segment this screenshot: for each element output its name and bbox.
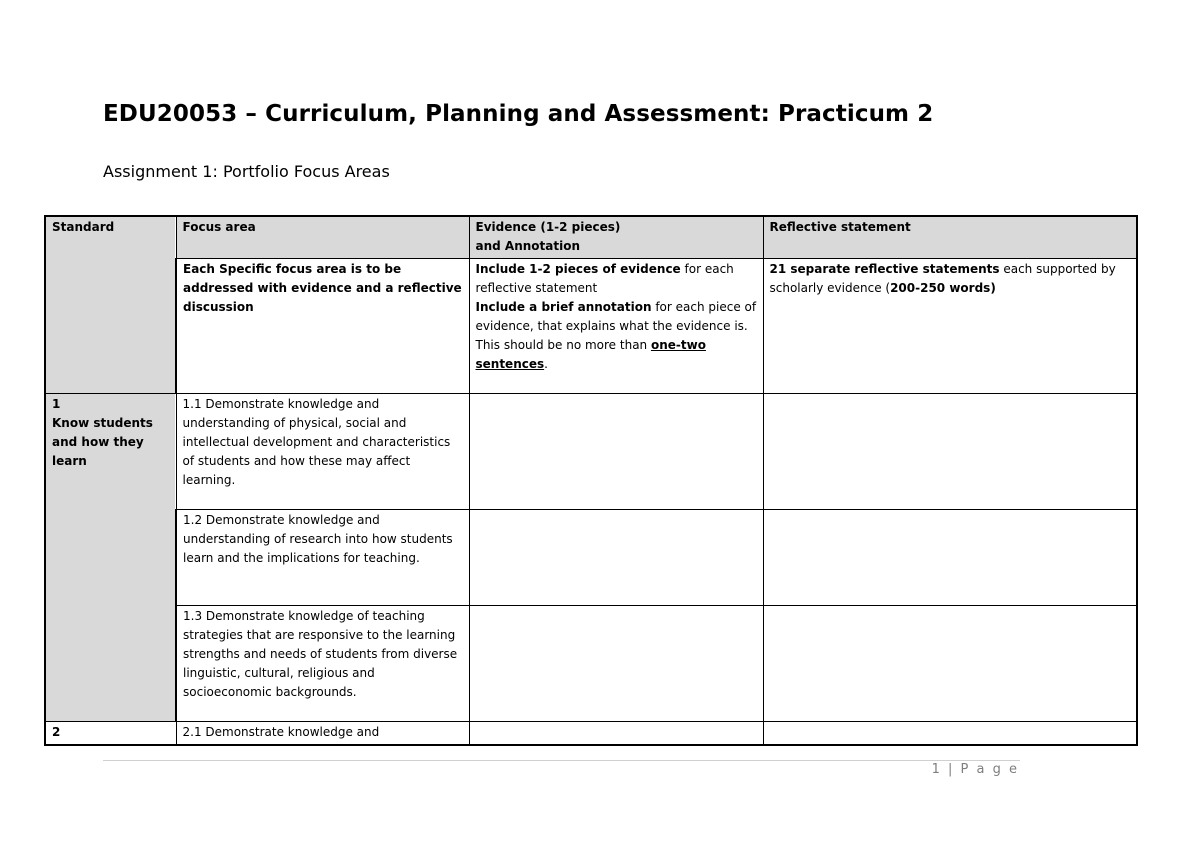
standard-name: Know students and how they learn bbox=[52, 416, 153, 468]
reflective-instruction-bold-2: 200-250 words) bbox=[890, 281, 996, 295]
reflective-statement-cell[interactable] bbox=[763, 394, 1137, 510]
evidence-instruction-text-1: for each reflective statement bbox=[475, 262, 734, 295]
standard-number: 1 bbox=[52, 397, 61, 411]
focus-area-text: 2.1 Demonstrate knowledge and bbox=[182, 725, 380, 739]
evidence-instruction-bold-1: Include 1-2 pieces of evidence bbox=[475, 262, 681, 276]
page-number: 1 | P a g e bbox=[931, 762, 1019, 777]
header-evidence-line1: Evidence (1-2 pieces) bbox=[475, 220, 621, 234]
header-focus-area bbox=[176, 216, 469, 259]
header-reflective-label: Reflective statement bbox=[769, 220, 911, 234]
evidence-instruction-text-2: for each piece of evidence, that explains what the evidence is. This should be no more than bbox=[475, 300, 757, 352]
instructions-reflective bbox=[763, 259, 1137, 394]
instructions-evidence bbox=[469, 259, 763, 394]
document-title: EDU20053 – Curriculum, Planning and Assessment: Practicum 2 bbox=[103, 101, 934, 127]
standard-number: 2 bbox=[52, 725, 61, 739]
standard-1-cell bbox=[45, 394, 176, 722]
focus-area-1-3 bbox=[176, 606, 469, 722]
evidence-instruction-underline: one-two sentences bbox=[475, 338, 706, 371]
header-focus-area-label: Focus area bbox=[182, 220, 256, 234]
header-evidence bbox=[469, 216, 763, 259]
focus-area-text: 1.2 Demonstrate knowledge and understanding of research into how students learn and the implications for teaching. bbox=[183, 513, 453, 565]
header-reflective bbox=[763, 216, 1137, 259]
instructions-focus-area bbox=[176, 259, 469, 394]
instructions-row bbox=[45, 259, 1137, 394]
evidence-cell[interactable] bbox=[469, 510, 763, 606]
evidence-instruction-end: . bbox=[544, 357, 548, 371]
evidence-cell[interactable] bbox=[469, 722, 763, 746]
focus-area-2-1 bbox=[176, 722, 469, 746]
focus-area-text: 1.1 Demonstrate knowledge and understanding of physical, social and intellectual development and characteristics of students and how these may affect learning. bbox=[182, 397, 451, 487]
reflective-statement-cell[interactable] bbox=[763, 722, 1137, 746]
standard-2-cell bbox=[45, 722, 176, 746]
reflective-statement-cell[interactable] bbox=[763, 606, 1137, 722]
reflective-instruction-text-1: each supported by scholarly evidence ( bbox=[769, 262, 1116, 295]
header-standard-label: Standard bbox=[52, 220, 115, 234]
reflective-statement-cell[interactable] bbox=[763, 510, 1137, 606]
header-standard bbox=[45, 216, 176, 394]
footer-divider bbox=[103, 760, 1020, 761]
focus-area-1-1 bbox=[176, 394, 469, 510]
evidence-instruction-bold-2: Include a brief annotation bbox=[475, 300, 652, 314]
table-row bbox=[45, 606, 1137, 722]
focus-area-1-2 bbox=[176, 510, 469, 606]
table-row bbox=[45, 722, 1137, 746]
table-row bbox=[45, 394, 1137, 510]
table-header-row bbox=[45, 216, 1137, 259]
evidence-cell[interactable] bbox=[469, 606, 763, 722]
portfolio-focus-table bbox=[44, 215, 1138, 746]
evidence-cell[interactable] bbox=[469, 394, 763, 510]
table-row bbox=[45, 510, 1137, 606]
header-evidence-line2: and Annotation bbox=[475, 239, 580, 253]
focus-area-text: 1.3 Demonstrate knowledge of teaching strategies that are responsive to the learning strengths and needs of students from diverse linguistic, cultural, religious and socioeconomic backgrounds. bbox=[183, 609, 458, 699]
instructions-focus-area-text: Each Specific focus area is to be addressed with evidence and a reflective discussion bbox=[183, 262, 462, 314]
document-subtitle: Assignment 1: Portfolio Focus Areas bbox=[103, 162, 390, 181]
reflective-instruction-bold-1: 21 separate reflective statements bbox=[769, 262, 1000, 276]
